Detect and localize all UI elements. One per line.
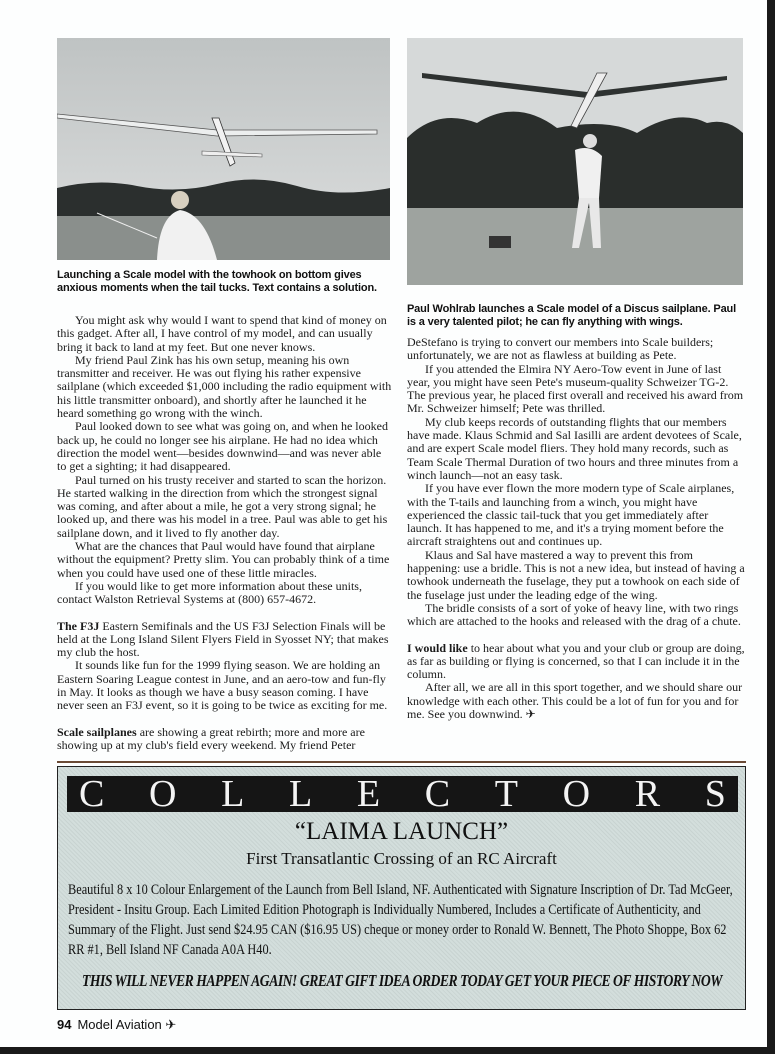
paragraph: My club keeps records of outstanding flights that our members have made. Klaus Schmid and Sal Iasilli are ardent devotees of Scale, and are expert Scale model fliers. They hold many records, such as Team Scale Thermal Duration of two hours and three minutes from a winch launch—not an easy task. xyxy=(407,414,742,482)
banner-letter: O xyxy=(149,773,177,815)
banner-letter: O xyxy=(562,773,591,815)
paragraph: My friend Paul Zink has his own setup, meaning his own transmitter and receiver. He was out flying his rather expensive sailplane (which exceeded $1,000 including the radio equipment with his little transmitter onboard), and shortly after he launched it he heard something go wrong with the winch. xyxy=(57,352,392,421)
paragraph: DeStefano is trying to convert our members into Scale builders; unfortunately, we are not as flawless at building as Pete. xyxy=(407,335,714,363)
banner-letter: L xyxy=(289,773,313,815)
ad-banner-collectors xyxy=(67,773,738,815)
photo-discus-launch xyxy=(407,38,743,285)
paragraph: Paul turned on his trusty receiver and started to scan the horizon. He started walking in the direction from which the strongest signal was coming, and after about a mile, he got a very strong signal; he looked up, and there was his model in a tree. Paul was able to get his sailplane down, and it lived to fly another day. xyxy=(57,472,388,540)
banner-letter: L xyxy=(221,773,245,815)
paragraph-text: to hear about what you and your club or group are doing, as far as building or flying is concerned, so that I can include it in the column. xyxy=(407,640,745,682)
paragraph: The bridle consists of a sort of yoke of heavy line, with two rings which are attached to the hooks and released with the drag of a chute. xyxy=(407,600,741,629)
paragraph: You might ask why would I want to spend that kind of money on this gadget. After all, I have control of my model, and can usually bring it back to land at my feet. But one never knows. xyxy=(57,313,387,354)
lead-in: Scale sailplanes xyxy=(57,724,137,739)
paragraph-scale xyxy=(57,726,393,753)
paragraph: Klaus and Sal have mastered a way to prevent this from happening: use a bridle. This is not a new idea, but instead of having a towhook underneath the fuselage, they put a towhook on each side of the fuselage just under the leading edge of the wing. xyxy=(407,547,745,602)
ad-body: Beautiful 8 x 10 Colour Enlargement of the Launch from Bell Island, NF. Authenticated with Signature Inscription of Dr. Tad McGeer, President - Insitu Group. Each Limited Edition Photograph is Individually Numbered, Includes a Certificate of Authenticity, and Summary of the Flight. Just send $24.95 CAN ($16.95 US) cheque or money order to Ronald W. Bennett, The Photo Shoppe, Box 62 RR #1, Bell Island NF Canada A0A H40. xyxy=(68,882,733,958)
article-right-column xyxy=(407,336,745,721)
photo-caption-right: Paul Wohlrab launches a Scale model of a Discus sailplane. Paul is a very talented pilot; he can fly anything with wings. xyxy=(407,303,737,328)
paragraph: It sounds like fun for the 1999 flying season. We are holding an Eastern Soaring League contest in June, and an aero-tow and fun-fly in May. It looks as though we have a busy season coming. I have never seen an F3J event, so it is going to be twice as exciting for me. xyxy=(57,658,388,713)
banner-letter: T xyxy=(494,773,518,815)
paragraph: After all, we are all in this sport together, and we should share our knowledge with each other. This could be a lot of fun for you and for me. See you downwind. ✈ xyxy=(407,680,743,722)
paragraph-f3j xyxy=(57,620,393,660)
paragraph-closing xyxy=(407,642,745,682)
banner-letter: C xyxy=(79,773,105,815)
lead-in: I would like xyxy=(407,640,468,655)
paragraph: If you attended the Elmira NY Aero-Tow event in June of last year, you might have seen Pete's museum-quality Schweizer TG-2. The previous year, he placed first overall and received his award from Mr. Schweizer himself; Pete was thrilled. xyxy=(407,361,744,416)
paragraph: If you would like to get more information about these units, contact Walston Retrieval Systems at (800) 657-4672. xyxy=(57,578,362,607)
banner-letter: E xyxy=(356,773,381,815)
lead-in: The F3J xyxy=(57,618,100,633)
paragraph-text: are showing a great rebirth; more and more are showing up at my club's field every weekend. My friend Peter xyxy=(57,724,365,752)
banner-letter: C xyxy=(424,773,451,815)
banner-letter: S xyxy=(704,773,726,815)
paragraph: Paul looked down to see what was going on, and when he looked back up, he could no longer see his airplane. He had no idea which direction the model went—besides downwind—and was never able to get a sighting; it had disappeared. xyxy=(57,419,388,474)
ad-title: “LAIMA LAUNCH” xyxy=(294,818,509,845)
photo-caption-left: Launching a Scale model with the towhook on bottom gives anxious moments when the tail tucks. Text contains a solution. xyxy=(57,269,377,294)
magazine-name: Model Aviation ✈ xyxy=(77,1017,177,1032)
ad-slogan: THIS WILL NEVER HAPPEN AGAIN! GREAT GIFT IDEA ORDER TODAY GET YOUR PIECE OF HISTORY NOW xyxy=(81,971,722,990)
page-footer xyxy=(57,1017,176,1033)
page-number: 94 xyxy=(57,1017,72,1032)
ad-subtitle: First Transatlantic Crossing of an RC Aircraft xyxy=(246,849,557,868)
paragraph: If you have ever flown the more modern type of Scale airplanes, with the T-tails and launching from a winch, you might have experienced the classic tail-tuck that you get immediately after launch. It has happened to me, and it's a trying moment before the aircraft straightens out and continues up. xyxy=(407,481,735,549)
photo-scale-launch xyxy=(57,38,390,260)
article-left-column xyxy=(57,314,393,752)
collectors-advertisement xyxy=(57,766,746,1010)
banner-letter: R xyxy=(634,773,661,815)
divider-rule xyxy=(57,761,746,763)
paragraph: What are the chances that Paul would have found that airplane without the equipment? Pretty slim. You can probably think of a time when you could have used one of these little miracles. xyxy=(57,539,390,580)
paragraph-text: Eastern Semifinals and the US F3J Selection Finals will be held at the Long Island Silent Flyers Field in Syosset NY; that makes my club the host. xyxy=(57,618,389,660)
